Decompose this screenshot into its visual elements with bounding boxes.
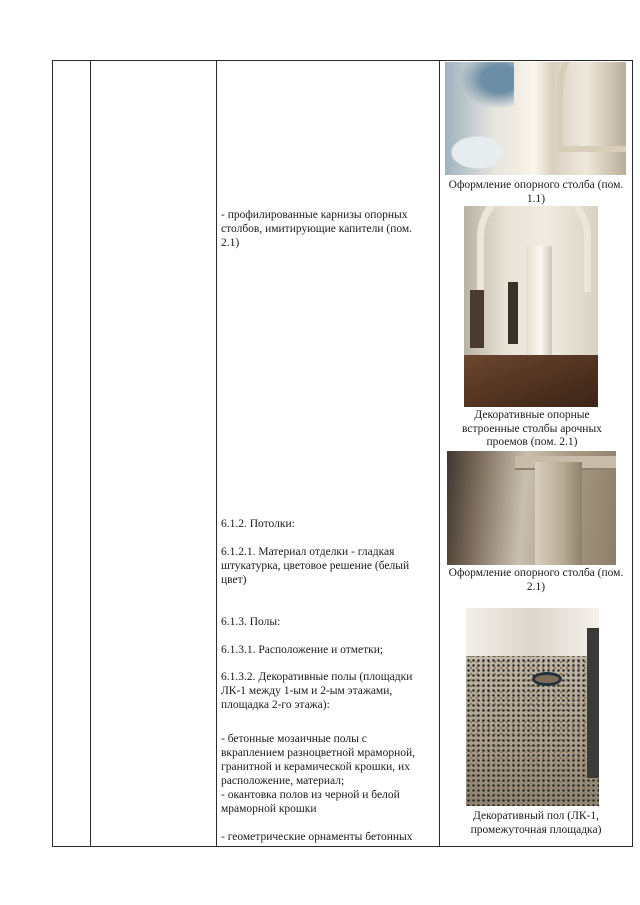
table-top-border [52, 60, 633, 61]
column-divider-1 [90, 60, 91, 847]
table-right-border [632, 60, 633, 847]
caption-photo-4: Декоративный пол (ЛК-1, промежуточная площадка) [470, 810, 602, 836]
photo-support-pillar-room-2-1 [447, 451, 616, 565]
paragraph-profiled-cornices: - профилированные карнизы опорных столбов, имитирующие капители (пом. 2.1) [221, 209, 413, 249]
paragraph-floor-edging: - окантовка полов из черной и белой мраморной крошки [221, 789, 400, 815]
caption-photo-2: Декоративные опорные встроенные столбы арочных проемов (пом. 2.1) [462, 409, 602, 448]
photo-support-pillar-room-1-1 [445, 62, 626, 175]
paragraph-mosaic-floors: - бетонные мозаичные полы с вкраплением разноцветной мраморной, гранитной и керамической крошки, их расположение, материал; [221, 733, 416, 787]
paragraph-decorative-floors: 6.1.3.2. Декоративные полы (площадки ЛК-1 между 1-ым и 2-ым этажами, площадка 2-го этажа): [221, 671, 413, 711]
paragraph-geometric-ornaments: - геометрические орнаменты бетонных [221, 831, 413, 843]
heading-ceilings: 6.1.2. Потолки: [221, 518, 295, 530]
table-bottom-border [52, 846, 633, 847]
paragraph-ceiling-material: 6.1.2.1. Материал отделки - гладкая штукатурка, цветовое решение (белый цвет) [221, 546, 410, 586]
table-left-border [52, 60, 53, 847]
photo-decorative-floor [466, 608, 599, 806]
caption-photo-3: Оформление опорного столба (пом. 2.1) [448, 567, 624, 593]
caption-photo-1: Оформление опорного столба (пом. 1.1) [448, 179, 624, 205]
paragraph-floor-location: 6.1.3.1. Расположение и отметки; [221, 644, 384, 656]
photo-arched-openings-room-2-1 [464, 206, 598, 407]
column-divider-3 [439, 60, 440, 847]
heading-floors: 6.1.3. Полы: [221, 616, 281, 628]
column-divider-2 [216, 60, 217, 847]
